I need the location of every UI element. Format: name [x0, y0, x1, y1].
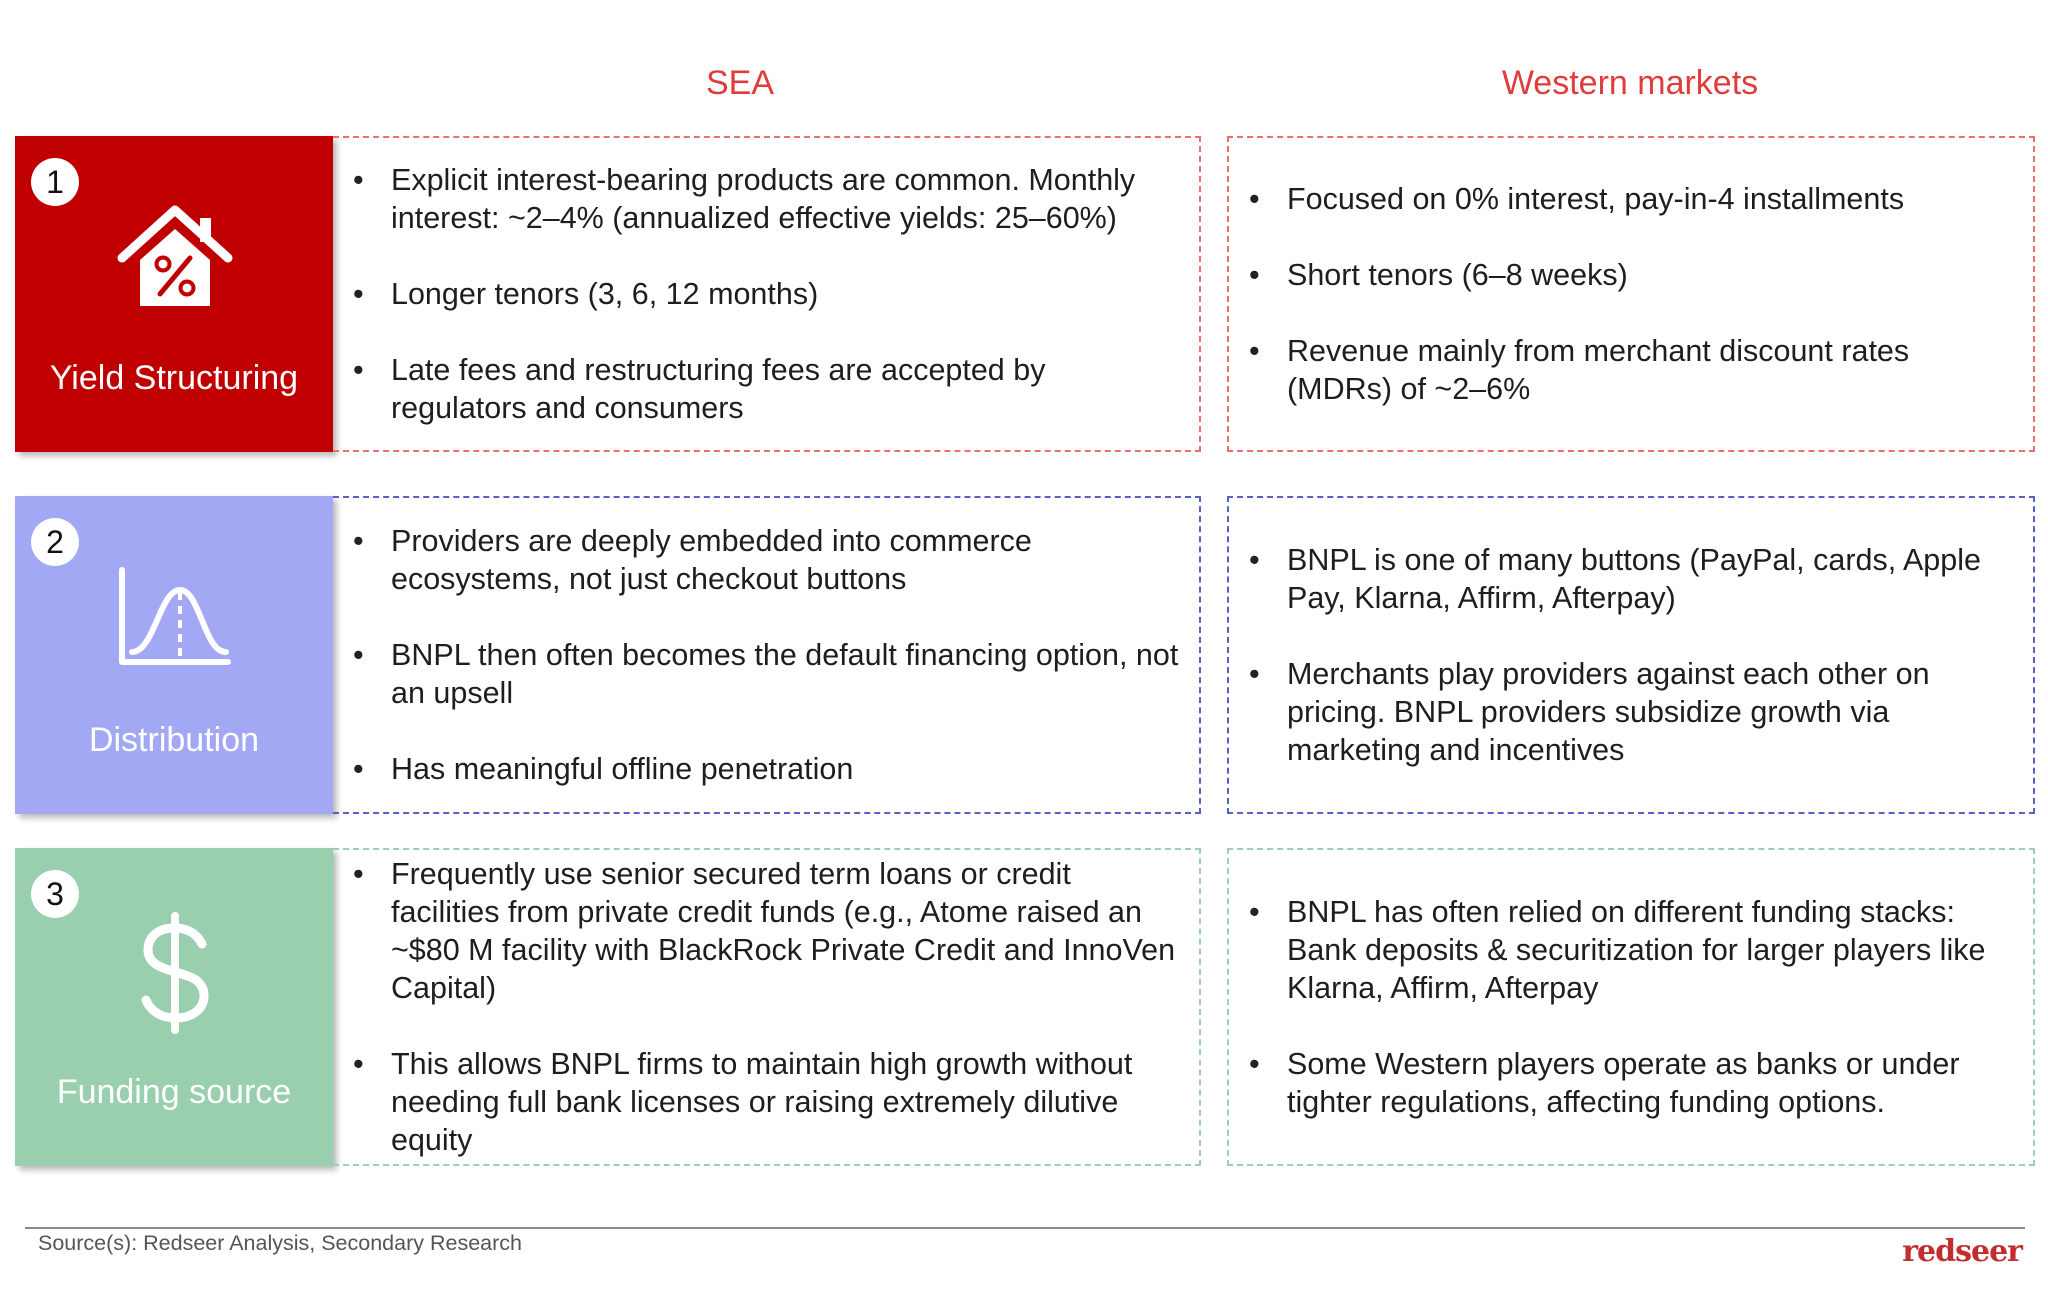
row-funding-source [15, 848, 2035, 1166]
footer-divider [25, 1227, 2025, 1229]
list-item: • BNPL is one of many buttons (PayPal, cards, Apple Pay, Klarna, Affirm, Afterpay) [1287, 541, 2013, 617]
category-title: Funding source [56, 1073, 292, 1111]
western-points-box [1227, 136, 2035, 452]
source-note: Source(s): Redseer Analysis, Secondary Research [38, 1231, 522, 1255]
western-points-box [1227, 848, 2035, 1166]
list-item: • Merchants play providers against each other on pricing. BNPL providers subsidize growth via marketing and incentives [1287, 655, 2013, 769]
row-yield-structuring [15, 136, 2035, 452]
category-tile [15, 496, 333, 814]
bell-curve-chart-icon [110, 556, 240, 686]
list-item: • Revenue mainly from merchant discount rates (MDRs) of ~2–6% [1287, 332, 2013, 408]
list-item: • BNPL has often relied on different funding stacks: Bank deposits & securitization for larger players like Klarna, Affirm, Afterpay [1287, 893, 2013, 1007]
row-number-badge: 3 [31, 870, 79, 918]
row-number-badge: 1 [31, 158, 79, 206]
list-item: • Frequently use senior secured term loans or credit facilities from private credit funds (e.g., Atome raised an ~$80 M facility with BlackRock Private Credit and InnoVen Capital) [391, 855, 1179, 1007]
list-item: • Late fees and restructuring fees are accepted by regulators and consumers [391, 351, 1179, 427]
western-points-box [1227, 496, 2035, 814]
column-header-western: Western markets [1501, 64, 1759, 102]
house-percent-icon [110, 196, 240, 326]
list-item: • Short tenors (6–8 weeks) [1287, 256, 2013, 294]
list-item: • Has meaningful offline penetration [391, 750, 1179, 788]
redseer-logo: redseer [1902, 1234, 2022, 1269]
list-item: • Some Western players operate as banks or under tighter regulations, affecting funding options. [1287, 1045, 2013, 1121]
sea-points-box [333, 848, 1201, 1166]
list-item: • Longer tenors (3, 6, 12 months) [391, 275, 1179, 313]
dollar-sign-icon [110, 908, 240, 1038]
column-header-sea: SEA [705, 64, 775, 102]
list-item: • This allows BNPL firms to maintain high growth without needing full bank licenses or raising extremely dilutive equity [391, 1045, 1179, 1159]
row-distribution [15, 496, 2035, 814]
category-title: Distribution [88, 721, 260, 759]
category-title: Yield Structuring [49, 359, 299, 397]
sea-points-box [333, 496, 1201, 814]
category-tile [15, 136, 333, 452]
list-item: • Focused on 0% interest, pay-in-4 installments [1287, 180, 2013, 218]
list-item: • BNPL then often becomes the default financing option, not an upsell [391, 636, 1179, 712]
category-tile [15, 848, 333, 1166]
sea-points-box [333, 136, 1201, 452]
list-item: • Explicit interest-bearing products are common. Monthly interest: ~2–4% (annualized effective yields: 25–60%) [391, 161, 1179, 237]
list-item: • Providers are deeply embedded into commerce ecosystems, not just checkout buttons [391, 522, 1179, 598]
row-number-badge: 2 [31, 518, 79, 566]
